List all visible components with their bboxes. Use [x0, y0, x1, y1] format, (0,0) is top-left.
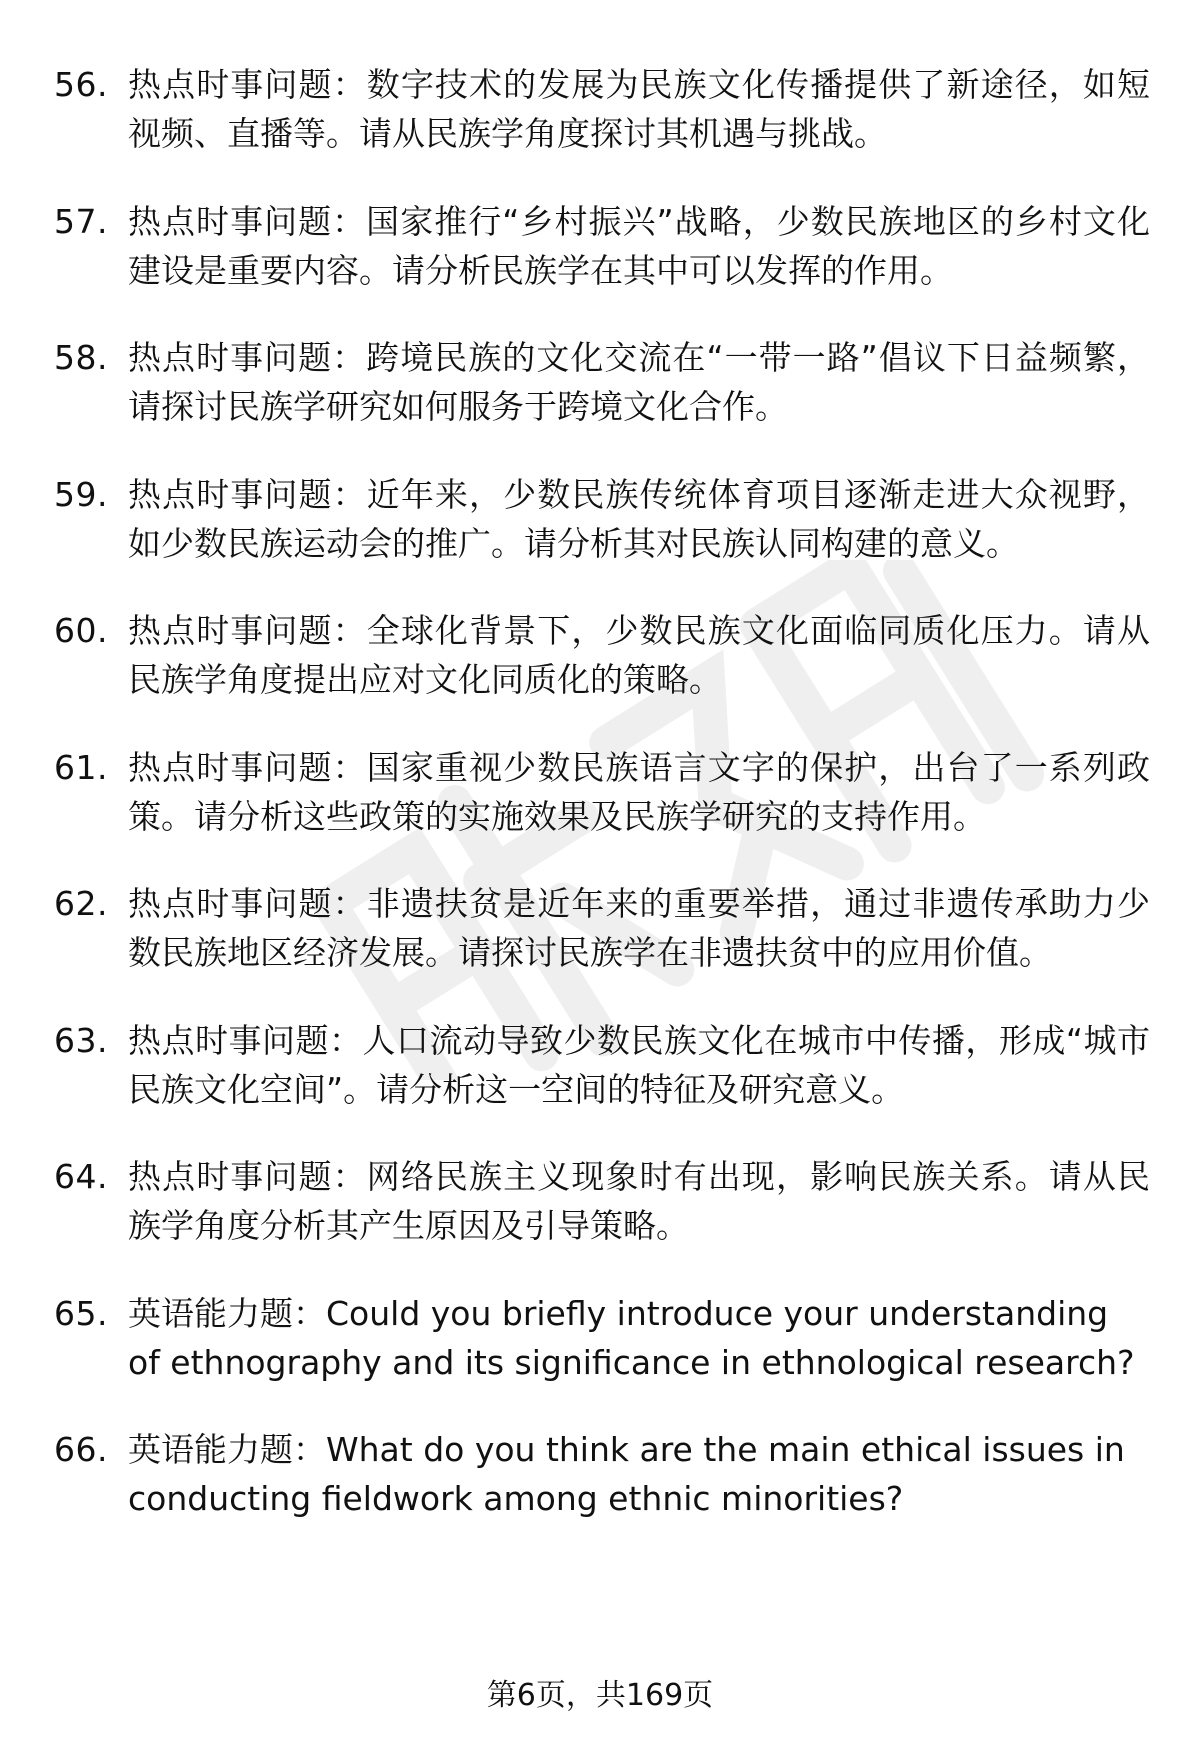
question-number: 66.: [54, 1430, 108, 1469]
question-item: [54, 197, 1150, 295]
question-number: 58.: [54, 338, 108, 377]
question-number: 65.: [54, 1293, 108, 1333]
question-number: 62.: [54, 884, 108, 923]
question-item: [54, 470, 1150, 568]
question-number: 64.: [54, 1157, 108, 1196]
question-item: [54, 1289, 1150, 1387]
question-text: 热点时事问题：国家重视少数民族语言文字的保护，出台了一系列政策。请分析这些政策的实施效果及民族学研究的支持作用。: [128, 747, 1150, 836]
question-item: [54, 1425, 1150, 1523]
question-number: 63.: [54, 1020, 108, 1060]
question-text: 热点时事问题：国家推行“乡村振兴”战略，少数民族地区的乡村文化建设是重要内容。请分析民族学在其中可以发挥的作用。: [128, 201, 1150, 290]
question-item: [54, 60, 1150, 158]
question-text: 热点时事问题：网络民族主义现象时有出现，影响民族关系。请从民族学角度分析其产生原因及引导策略。: [128, 1157, 1150, 1245]
page-number-footer: 第6页，共169页: [486, 1678, 714, 1713]
question-text: 热点时事问题：近年来，少数民族传统体育项目逐渐走进大众视野，如少数民族运动会的推广。请分析其对民族认同构建的意义。: [128, 474, 1150, 563]
question-text: 热点时事问题：非遗扶贫是近年来的重要举措，通过非遗传承助力少数民族地区经济发展。请探讨民族学在非遗扶贫中的应用价值。: [128, 884, 1150, 972]
question-item: [54, 879, 1150, 977]
question-text: 热点时事问题：全球化背景下，少数民族文化面临同质化压力。请从民族学角度提出应对文化同质化的策略。: [128, 611, 1150, 699]
question-item: [54, 606, 1150, 704]
question-item: [54, 743, 1150, 841]
question-list: [54, 60, 1150, 1562]
question-item: [54, 1152, 1150, 1250]
question-text: 英语能力题：What do you think are the main ethical issues in conducting fieldwork among ethnic minorities?: [128, 1430, 1125, 1518]
question-number: 56.: [54, 65, 108, 104]
question-item: [54, 1016, 1150, 1114]
question-number: 60.: [54, 611, 108, 650]
question-number: 61.: [54, 747, 108, 787]
question-number: 57.: [54, 201, 108, 241]
question-text: 热点时事问题：人口流动导致少数民族文化在城市中传播，形成“城市民族文化空间”。请分析这一空间的特征及研究意义。: [128, 1020, 1150, 1109]
question-item: [54, 333, 1150, 431]
question-text: 热点时事问题：跨境民族的文化交流在“一带一路”倡议下日益频繁，请探讨民族学研究如何服务于跨境文化合作。: [128, 338, 1150, 426]
question-text: 英语能力题：Could you briefly introduce your understanding of ethnography and its significance in ethnological research?: [128, 1293, 1135, 1382]
question-text: 热点时事问题：数字技术的发展为民族文化传播提供了新途径，如短视频、直播等。请从民族学角度探讨其机遇与挑战。: [128, 65, 1150, 153]
question-number: 59.: [54, 474, 108, 514]
